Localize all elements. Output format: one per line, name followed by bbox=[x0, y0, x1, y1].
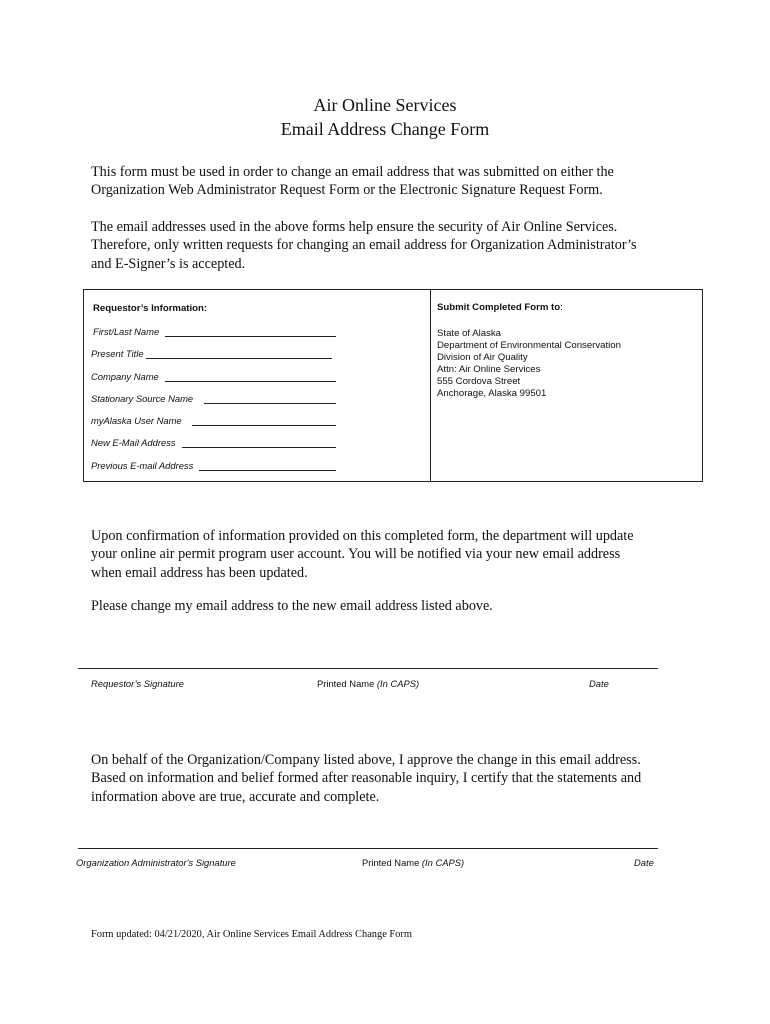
information-box-divider bbox=[430, 289, 431, 482]
address-line: Anchorage, Alaska 99501 bbox=[437, 388, 547, 399]
field-previous-email-address[interactable] bbox=[91, 460, 193, 472]
confirmation-paragraph bbox=[91, 527, 691, 582]
confirmation-line: your online air permit program user account. You will be notified via your new email address bbox=[91, 546, 621, 563]
form-title-line-1: Air Online Services bbox=[313, 95, 457, 115]
field-myalaska-user-name[interactable] bbox=[91, 415, 182, 427]
address-line: 555 Cordova Street bbox=[437, 376, 521, 387]
field-stationary-source-name[interactable] bbox=[91, 393, 193, 405]
new-email-address-underline[interactable] bbox=[182, 447, 336, 448]
printed-name-text: Printed Name bbox=[362, 857, 422, 868]
requestor-info-heading: Requestor’s Information: bbox=[93, 303, 208, 314]
confirmation-line: when email address has been updated. bbox=[91, 564, 308, 581]
administrator-signature-line[interactable] bbox=[78, 848, 658, 849]
administrator-signature-label: Organization Administrator's Signature bbox=[76, 857, 236, 868]
intro-p1-line: This form must be used in order to change an email address that was submitted on either the bbox=[91, 164, 614, 180]
administrator-date-label: Date bbox=[634, 857, 654, 868]
company-name-underline[interactable] bbox=[165, 381, 336, 382]
form-title-line-2: Email Address Change Form bbox=[280, 119, 490, 139]
requestor-date-label: Date bbox=[589, 678, 609, 689]
field-label: myAlaska User Name bbox=[91, 415, 182, 426]
submit-to-heading bbox=[437, 302, 563, 313]
field-label: Previous E-mail Address bbox=[91, 460, 194, 471]
requestor-signature-label: Requestor’s Signature bbox=[91, 678, 184, 689]
field-label: Present Title bbox=[91, 348, 144, 359]
stationary-source-name-underline[interactable] bbox=[204, 403, 336, 404]
certification-line: On behalf of the Organization/Company listed above, I approve the change in this email address. bbox=[91, 752, 641, 768]
field-new-email-address[interactable] bbox=[91, 437, 176, 449]
form-footer: Form updated: 04/21/2020, Air Online Services Email Address Change Form bbox=[91, 929, 412, 940]
intro-p2-line: Therefore, only written requests for changing an email address for Organization Administrator’s bbox=[91, 237, 637, 254]
previous-email-address-underline[interactable] bbox=[199, 470, 336, 471]
confirmation-line: Upon confirmation of information provided on this completed form, the department will update bbox=[91, 528, 634, 544]
address-line: Department of Environmental Conservation bbox=[437, 340, 621, 351]
myalaska-user-name-underline[interactable] bbox=[192, 425, 336, 426]
printed-name-caps-note: (In CAPS) bbox=[421, 857, 465, 868]
first-last-name-underline[interactable] bbox=[165, 336, 336, 337]
field-label: New E-Mail Address bbox=[91, 437, 176, 448]
printed-name-caps-note: (In CAPS) bbox=[376, 678, 420, 689]
submit-to-heading-text: Submit Completed Form to bbox=[437, 302, 561, 313]
address-line: Division of Air Quality bbox=[437, 352, 528, 363]
address-line: State of Alaska bbox=[437, 328, 501, 339]
field-label: Company Name bbox=[91, 371, 159, 382]
present-title-underline[interactable] bbox=[146, 358, 332, 359]
intro-p1-line: Organization Web Administrator Request Form or the Electronic Signature Request Form. bbox=[91, 182, 603, 199]
field-label: First/Last Name bbox=[93, 326, 160, 337]
certification-line: Based on information and belief formed after reasonable inquiry, I certify that the statements and bbox=[91, 770, 642, 787]
requestor-printed-name-label bbox=[317, 678, 419, 689]
field-present-title[interactable] bbox=[91, 348, 144, 360]
intro-paragraph-2 bbox=[91, 218, 691, 273]
field-first-last-name[interactable] bbox=[93, 326, 159, 338]
field-company-name[interactable] bbox=[91, 371, 159, 383]
submit-to-heading-colon: : bbox=[560, 302, 563, 313]
change-request-statement: Please change my email address to the new email address listed above. bbox=[91, 598, 493, 614]
address-line: Attn: Air Online Services bbox=[437, 364, 541, 375]
intro-paragraph-1 bbox=[91, 163, 691, 200]
certification-paragraph bbox=[91, 751, 701, 806]
administrator-printed-name-label bbox=[362, 857, 464, 868]
certification-line: information above are true, accurate and complete. bbox=[91, 788, 380, 805]
mailing-address bbox=[437, 328, 621, 400]
intro-p2-line: The email addresses used in the above forms help ensure the security of Air Online Services. bbox=[91, 219, 618, 235]
field-label: Stationary Source Name bbox=[91, 393, 194, 404]
printed-name-text: Printed Name bbox=[317, 678, 377, 689]
requestor-signature-line[interactable] bbox=[78, 668, 658, 669]
intro-p2-line: and E-Signer’s is accepted. bbox=[91, 255, 246, 272]
